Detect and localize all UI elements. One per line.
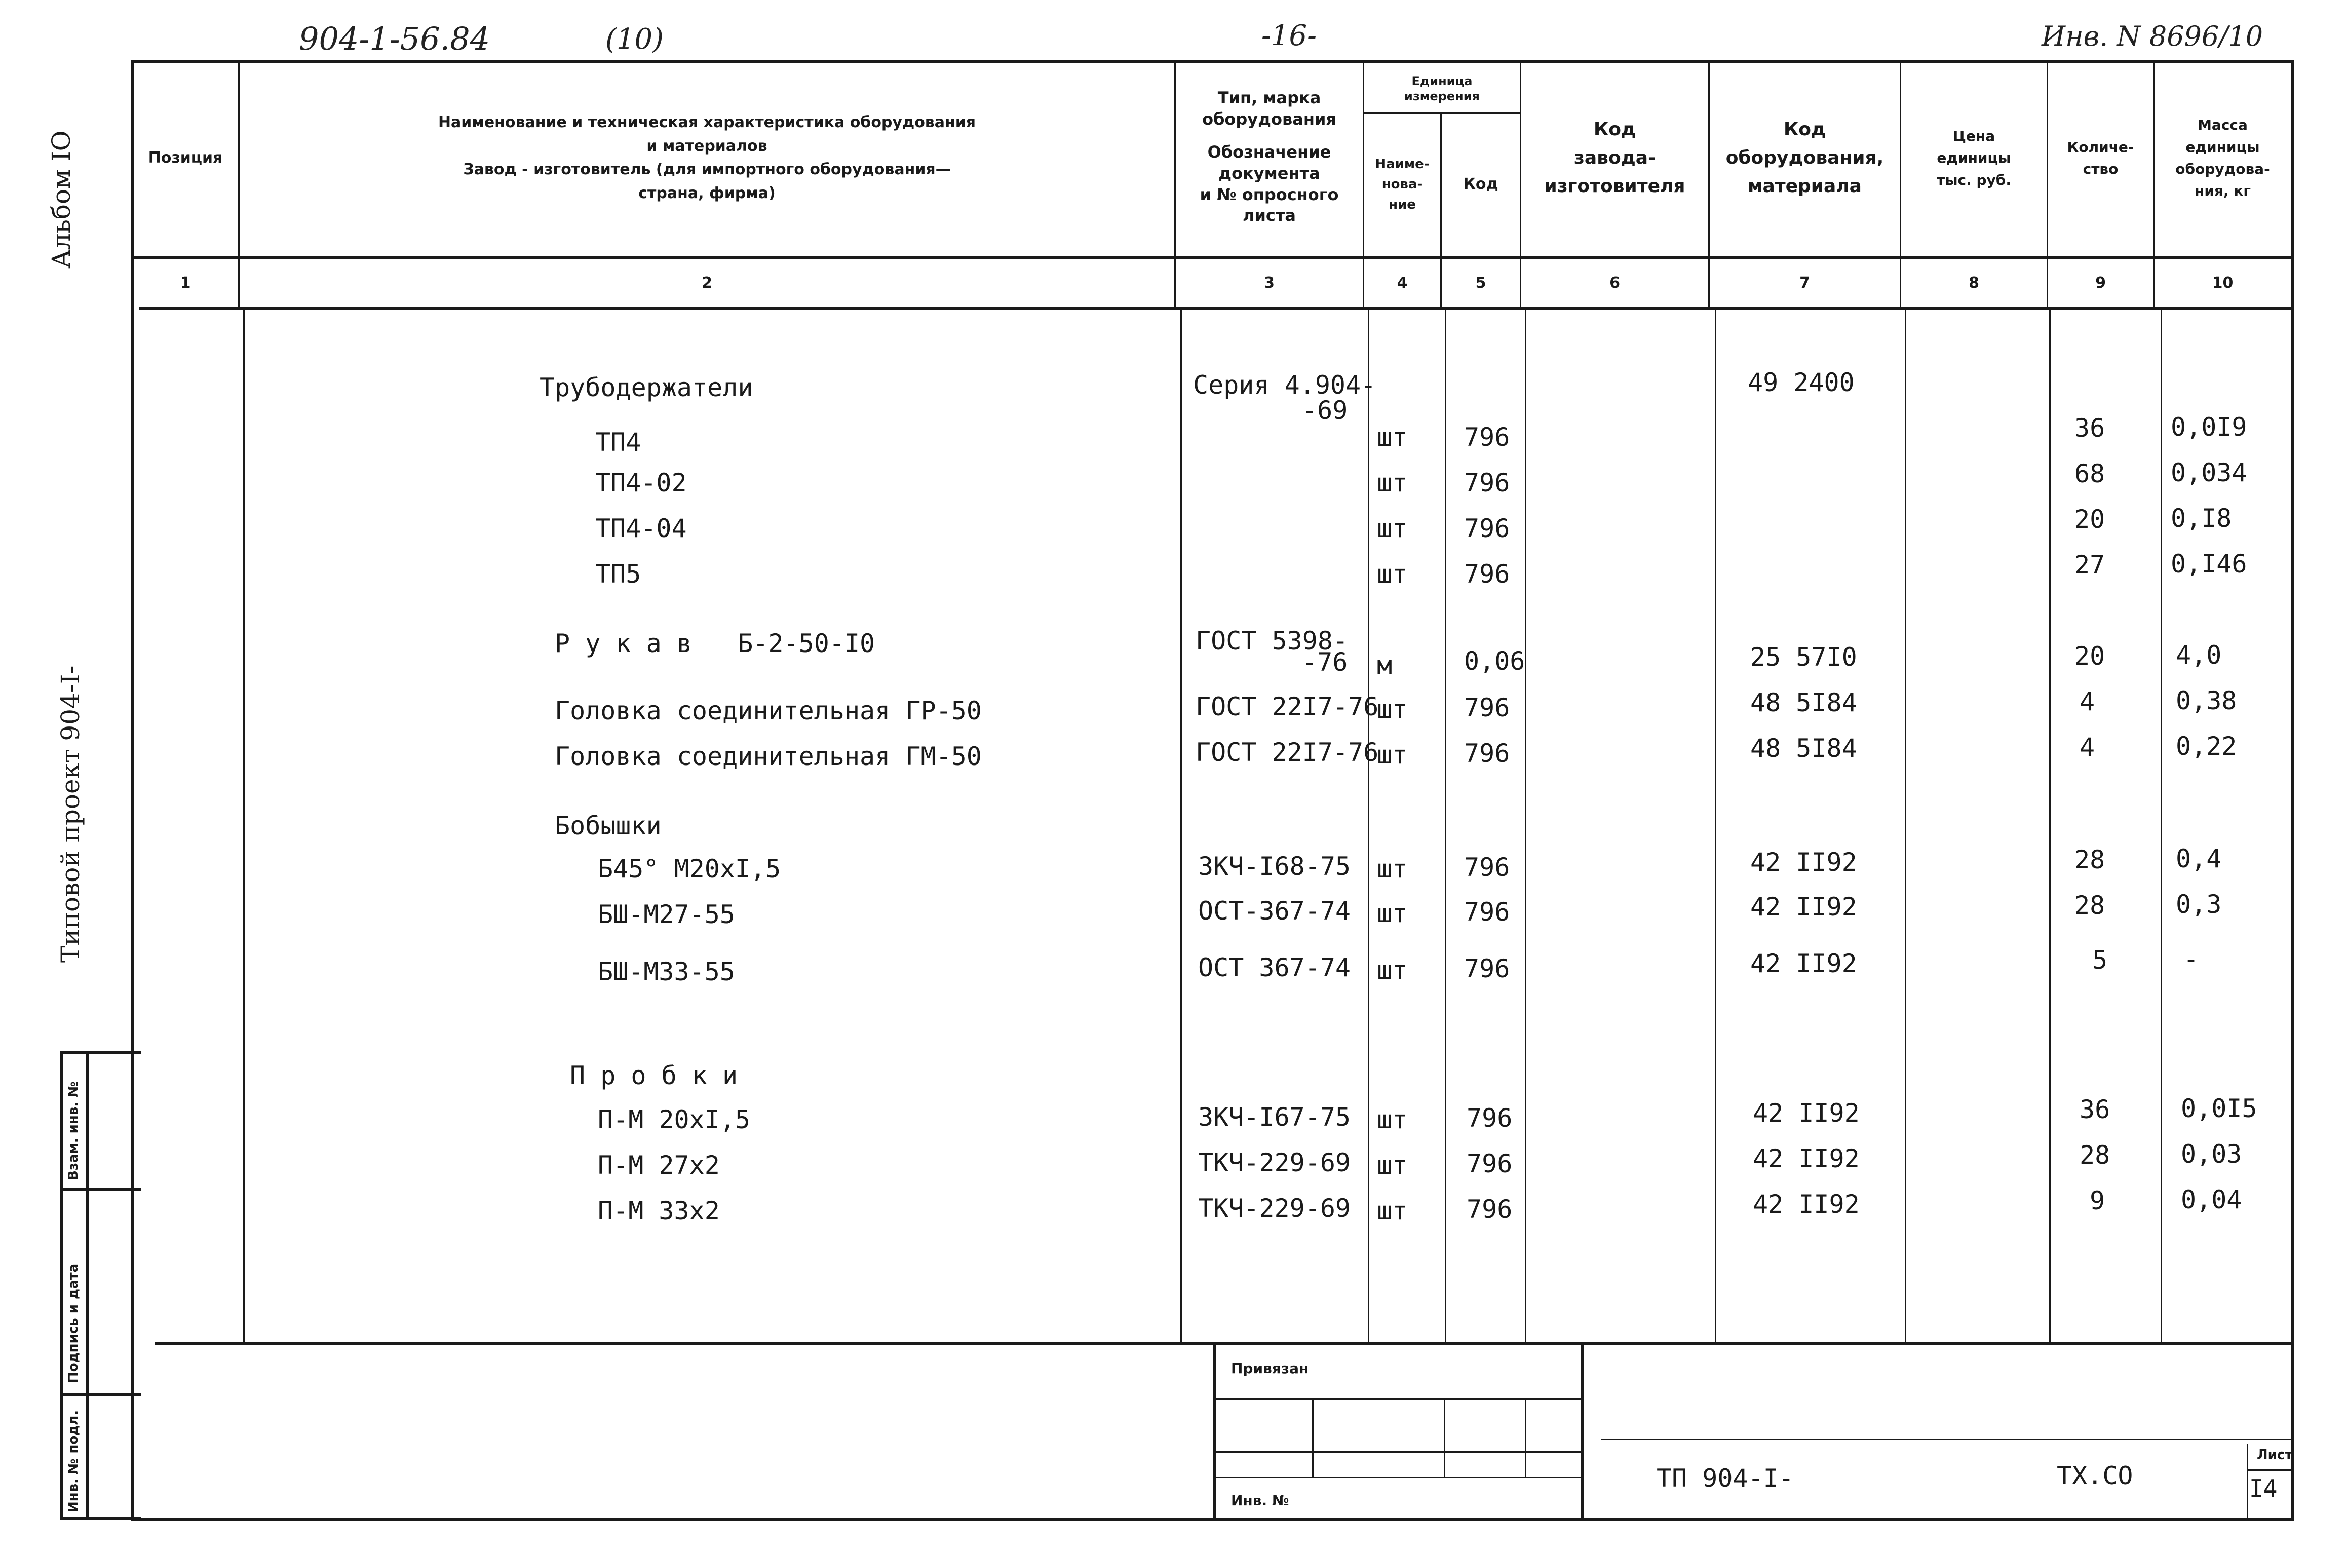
stamp-bottom bbox=[60, 1517, 141, 1520]
row-doc: ГОСТ 22I7-76 bbox=[1196, 692, 1379, 721]
row-mass: 0,38 bbox=[2176, 686, 2237, 715]
row-quantity: 27 bbox=[2074, 550, 2105, 580]
row-material-code: 48 5I84 bbox=[1750, 688, 1857, 717]
row-quantity: 4 bbox=[2080, 687, 2095, 716]
row-unit: шт bbox=[1377, 740, 1408, 770]
project-code: ТП 904-I- bbox=[1657, 1464, 1794, 1493]
row-mass: 0,4 bbox=[2176, 844, 2222, 873]
row-doc: -69 bbox=[1302, 396, 1348, 425]
privyazan-right bbox=[1581, 1342, 1584, 1520]
header-factory-code: Код завода- изготовителя bbox=[1544, 119, 1685, 197]
row-unit: шт bbox=[1377, 1196, 1408, 1226]
row-material-code: 25 57I0 bbox=[1750, 642, 1857, 672]
colnum-1: 1 bbox=[180, 274, 191, 292]
row-unit-code: 796 bbox=[1464, 897, 1510, 927]
body-div-7 bbox=[1905, 309, 1906, 1343]
row-unit-code: 796 bbox=[1464, 423, 1510, 452]
colnum-3: 3 bbox=[1264, 274, 1275, 292]
colnum-6: 6 bbox=[1609, 274, 1620, 292]
row-unit: шт bbox=[1377, 955, 1408, 985]
body-div-8 bbox=[2049, 309, 2051, 1343]
sheet-box-left bbox=[2247, 1444, 2248, 1518]
page-number: -16- bbox=[1261, 19, 1317, 52]
document-code: ТХ.СО bbox=[2057, 1461, 2133, 1490]
inventory-number: Инв. N 8696/10 bbox=[2042, 20, 2263, 52]
colnum-bottom bbox=[139, 307, 2292, 310]
row-mass: 0,I46 bbox=[2171, 549, 2247, 579]
frame-bottom bbox=[131, 1518, 2294, 1521]
header-price: Цена единицы тыс. руб. bbox=[1936, 127, 2011, 188]
row-mass: 0,0I9 bbox=[2171, 412, 2247, 442]
stamp-label-inv-podl: Инв. № подл. bbox=[66, 1410, 81, 1512]
stamp-top bbox=[60, 1051, 141, 1054]
row-unit-code: 796 bbox=[1467, 1195, 1513, 1224]
row-mass: - bbox=[2183, 944, 2199, 974]
colnum-4: 4 bbox=[1397, 274, 1408, 292]
row-unit: шт bbox=[1377, 468, 1408, 498]
doc-number-handwritten: 904-1-56.84 bbox=[299, 20, 490, 57]
row-quantity: 28 bbox=[2080, 1140, 2110, 1170]
row-name: Головка соединительная ГМ-50 bbox=[555, 742, 982, 771]
row-doc: ОСТ 367-74 bbox=[1198, 953, 1351, 982]
sheet-number: I4 bbox=[2249, 1475, 2278, 1502]
row-quantity: 36 bbox=[2080, 1095, 2110, 1124]
row-name: ТП5 bbox=[595, 559, 641, 589]
row-unit: шт bbox=[1377, 1151, 1408, 1180]
row-quantity: 28 bbox=[2074, 891, 2105, 920]
row-unit: шт bbox=[1377, 695, 1408, 724]
row-doc: ЗКЧ-I67-75 bbox=[1198, 1102, 1351, 1132]
row-name: БШ-М27-55 bbox=[598, 900, 735, 929]
row-unit-code: 796 bbox=[1467, 1149, 1513, 1178]
row-name: Трубодержатели bbox=[540, 373, 753, 402]
row-doc: ТКЧ-229-69 bbox=[1198, 1194, 1351, 1223]
row-material-code: 42 II92 bbox=[1753, 1144, 1860, 1173]
row-name: ТП4-04 bbox=[595, 514, 687, 543]
row-unit-code: 796 bbox=[1464, 693, 1510, 722]
stamp-mid bbox=[86, 1051, 89, 1520]
row-mass: 0,22 bbox=[2176, 732, 2237, 761]
album-label: Альбом IO bbox=[47, 130, 76, 269]
row-unit: шт bbox=[1377, 423, 1408, 452]
stamp-label-signature-date: Подпись и дата bbox=[66, 1263, 81, 1383]
row-name: Б45° М20хI,5 bbox=[598, 854, 781, 884]
row-doc: -76 bbox=[1302, 647, 1348, 677]
row-mass: 0,03 bbox=[2181, 1139, 2242, 1169]
row-unit-code: 796 bbox=[1464, 514, 1510, 543]
row-name: Бобышки bbox=[555, 811, 662, 840]
privyazan-vline1 bbox=[1312, 1398, 1314, 1478]
row-material-code: 42 II92 bbox=[1750, 949, 1857, 978]
row-doc: Серия 4.904- bbox=[1193, 370, 1376, 400]
row-unit: шт bbox=[1377, 559, 1408, 589]
row-name: П-М 33х2 bbox=[598, 1196, 720, 1226]
row-quantity: 68 bbox=[2074, 459, 2105, 488]
row-quantity: 20 bbox=[2074, 505, 2105, 534]
row-unit-code: 0,06 bbox=[1464, 646, 1525, 676]
stamp-left bbox=[60, 1051, 63, 1520]
inv-no-label: Инв. № bbox=[1231, 1492, 1289, 1509]
row-mass: 4,0 bbox=[2176, 640, 2222, 670]
row-quantity: 5 bbox=[2092, 945, 2108, 975]
colnum-10: 10 bbox=[2212, 274, 2234, 292]
header-position: Позиция bbox=[148, 148, 223, 167]
body-div-3 bbox=[1368, 309, 1369, 1343]
row-mass: 0,034 bbox=[2171, 458, 2247, 487]
title-block-top bbox=[155, 1342, 2292, 1345]
row-unit: шт bbox=[1377, 514, 1408, 543]
row-quantity: 20 bbox=[2074, 641, 2105, 671]
sheet-in-parens: (10) bbox=[605, 23, 664, 56]
colnum-2: 2 bbox=[702, 274, 712, 292]
header-type: Тип, марка оборудования Обозначение документа и № опросного листа bbox=[1200, 88, 1339, 225]
header-name: Наименование и техническая характеристика оборудования и материалов Завод - изготовитель (для импортного оборудования— страна, фирма) bbox=[438, 113, 976, 202]
frame-right bbox=[2291, 60, 2294, 1521]
sheet-label: Лист bbox=[2257, 1447, 2293, 1463]
row-quantity: 9 bbox=[2090, 1186, 2105, 1215]
colnum-7: 7 bbox=[1799, 274, 1810, 292]
row-quantity: 4 bbox=[2080, 733, 2095, 762]
row-unit-code: 796 bbox=[1467, 1103, 1513, 1133]
row-name: П-М 20хI,5 bbox=[598, 1105, 751, 1134]
row-unit: шт bbox=[1377, 854, 1408, 884]
stamp-div1 bbox=[60, 1188, 141, 1191]
privyazan-vline3 bbox=[1525, 1398, 1526, 1478]
row-name: ТП4 bbox=[595, 428, 641, 457]
row-material-code: 42 II92 bbox=[1753, 1098, 1860, 1128]
row-material-code: 48 5I84 bbox=[1750, 734, 1857, 763]
row-name: Р у к а в Б-2-50-I0 bbox=[555, 629, 875, 658]
colnum-9: 9 bbox=[2095, 274, 2106, 292]
row-name: П-М 27х2 bbox=[598, 1151, 720, 1180]
body-div-9 bbox=[2161, 309, 2162, 1343]
row-name: БШ-М33-55 bbox=[598, 957, 735, 986]
row-doc: ЗКЧ-I68-75 bbox=[1198, 852, 1351, 881]
row-unit: м bbox=[1377, 651, 1393, 680]
row-unit-code: 796 bbox=[1464, 739, 1510, 768]
title-inner-line bbox=[1601, 1439, 2292, 1440]
body-div-6 bbox=[1715, 309, 1716, 1343]
header-unit-name: Наиме- нова- ние bbox=[1375, 156, 1430, 213]
body-div-1 bbox=[243, 309, 245, 1343]
row-mass: 0,04 bbox=[2181, 1185, 2242, 1214]
row-doc: ОСТ-367-74 bbox=[1198, 896, 1351, 926]
row-unit-code: 796 bbox=[1464, 559, 1510, 589]
row-name: ТП4-02 bbox=[595, 468, 687, 498]
header-unit-code: Код bbox=[1463, 175, 1498, 193]
header-mass: Масса единицы оборудова- ния, кг bbox=[2175, 117, 2270, 200]
header-quantity: Количе- ство bbox=[2067, 138, 2134, 177]
row-mass: 0,0I5 bbox=[2181, 1094, 2257, 1123]
row-doc: ГОСТ 5398- bbox=[1196, 626, 1349, 656]
stamp-div2 bbox=[60, 1393, 141, 1396]
row-mass: 0,3 bbox=[2176, 890, 2222, 919]
row-material-code: 42 II92 bbox=[1753, 1190, 1860, 1219]
row-quantity: 36 bbox=[2074, 413, 2105, 443]
row-name: Головка соединительная ГР-50 bbox=[555, 696, 982, 725]
row-quantity: 28 bbox=[2074, 845, 2105, 874]
row-doc: ГОСТ 22I7-76 bbox=[1196, 738, 1379, 767]
row-material-code: 42 II92 bbox=[1750, 892, 1857, 922]
header-material-code: Код оборудования, материала bbox=[1725, 119, 1884, 197]
row-name: П р о б к и bbox=[570, 1061, 738, 1090]
colnum-8: 8 bbox=[1969, 274, 1979, 292]
project-label: Типовой проект 904-I- bbox=[56, 665, 85, 963]
privyazan-label: Привязан bbox=[1231, 1360, 1309, 1377]
sheet-box-line bbox=[2247, 1469, 2292, 1471]
privyazan-left bbox=[1213, 1342, 1216, 1520]
row-doc: ТКЧ-229-69 bbox=[1198, 1148, 1351, 1177]
row-unit-code: 796 bbox=[1464, 954, 1510, 983]
body-div-2 bbox=[1180, 309, 1182, 1343]
row-mass: 0,I8 bbox=[2171, 504, 2232, 533]
header-unit-group: Единица измерения bbox=[1404, 74, 1480, 103]
row-material-code: 49 2400 bbox=[1748, 368, 1855, 397]
stamp-label-vzam-inv: Взам. инв. № bbox=[66, 1081, 81, 1180]
row-unit-code: 796 bbox=[1464, 853, 1510, 882]
privyazan-vline2 bbox=[1444, 1398, 1445, 1478]
colnum-5: 5 bbox=[1475, 274, 1486, 292]
row-unit: шт bbox=[1377, 1105, 1408, 1134]
row-unit: шт bbox=[1377, 899, 1408, 928]
body-div-4 bbox=[1445, 309, 1446, 1343]
row-material-code: 42 II92 bbox=[1750, 848, 1857, 877]
row-unit-code: 796 bbox=[1464, 468, 1510, 498]
body-div-5 bbox=[1525, 309, 1526, 1343]
